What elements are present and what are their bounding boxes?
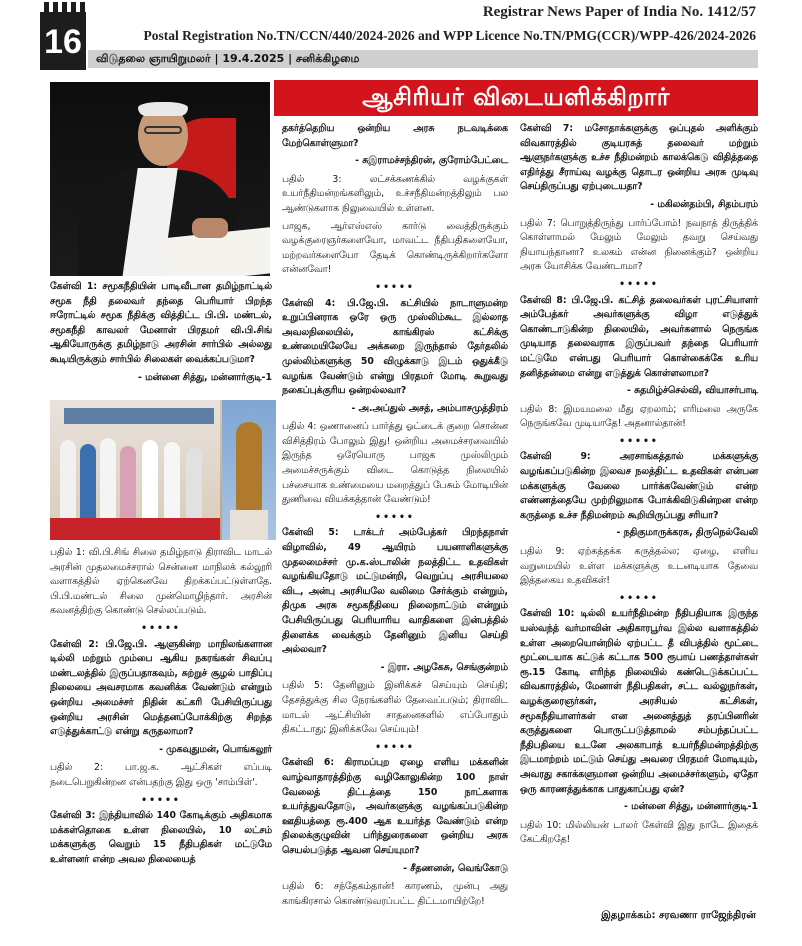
separator: ••••• — [375, 741, 415, 753]
question-2-author: - முகவுதுமன், பொங்கலூர் — [159, 743, 272, 755]
separator: ••••• — [375, 281, 415, 293]
question-8: கேள்வி 8: பி.ஜே.பி. கட்சித் தலைவர்கள் புரட்சியாளர் அம்பேத்கர் அவர்களுக்கு விழா எடுத்துக் கொண்டாடுகின்ற நிலையில், அவர்களால் நெருங்க முடியாத தலைவராக இருப்பவர் தந்தை பெரியார் மட்டுமே என்பது பெரியார் கொள்கைக்கே உரிய தனித்தன்மை என்று எடுத்துக் கொள்ளலாமா? — [520, 294, 758, 379]
question-7: கேள்வி 7: மசோதாக்களுக்கு ஒப்புதல் அளிக்கும் விவகாரத்தில் குடியரசுத் தலைவர் மற்றும் ஆளுநர்களுக்கு உச்ச நீதிமன்றம் காலக்கெடு விதித்ததை எதிர்த்து சீராய்வு வழக்கு தொடர ஒன்றிய அரசு முடிவு செய்திருப்பது ஏற்புடையதா? — [520, 123, 758, 193]
separator: ••••• — [141, 794, 181, 806]
column-1-lower — [50, 546, 272, 870]
question-1-author: - மன்னை சித்து, மன்னார்குடி-1 — [138, 371, 272, 383]
question-10: கேள்வி 10: டில்லி உயர்நீதிமன்ற நீதிபதியாக இருந்த யஸ்வந்த் வர்மாவின் அதிகாரபூர்வ இல்ல வளாகத்தில் உள்ள அறையொன்றில் ஏற்பட்ட தீ விபத்தில் மூட்டை மூட்டையாக கட்டுக் கட்டாக 500 ரூபாய் பணத்தாள்கள் ரூ.15 கோடி எரிந்த நிலையில் கண்டெடுக்கப்பட்ட விவகாரத்தில், மேனாள் நீதிபதிகள், சட்ட வல்லுநர்கள், வழக்குரைஞர்கள், அரசியல் கட்சிகள், சமூகநீதியாளர்கள் என அனைத்துத் தரப்பினரின் கருத்துகளை பொருட்படுத்தாமல் சம்பந்தப்பட்ட நீதிபதியை உடனே அலகாபாத் உயர்நீதிமன்றத்திற்கு இடமாற்றம் மட்டும் செய்து அவரை பிரதமர் மோடியும், அவரது சகாக்களுமான ஒன்றிய அமைச்சர்களும், ஏதோ ஒரு காரணத்துக்காக பாதுகாப்பது ஏன்? — [520, 608, 758, 795]
column-1 — [50, 280, 272, 389]
question-7-author: - மகிலன்தம்பி, சிதம்பரம் — [650, 198, 758, 210]
question-8-author: - சுதமிழ்ச்செல்வி, வியாசர்பாடி — [626, 385, 758, 397]
question-3: கேள்வி 3: இந்தியாவில் 140 கோடிக்கும் அதிகமாக மக்கள்தொகை உள்ள நிலையில், 10 லட்சம் மக்களுக்கு வெறும் 15 நீதிபதிகள் மட்டுமே உள்ளனர் என்ற அவல நிலையைத் — [50, 810, 272, 865]
answer-8: பதில் 8: இமயமலை மீது ஏறலாம்; எரிமலை அருகே நெருங்கவே முடியாதே! அதனால்தான்! — [520, 403, 758, 430]
question-6: கேள்வி 6: கிராமப்புற ஏழை எளிய மக்களின் வாழ்வாதாரத்திற்கு வழிகோலுகின்ற 100 நாள் வேலைத் திட்டத்தை 150 நாட்களாக உயர்த்துவதோடு, அவர்களுக்கு வழங்கப்படுகின்ற ஊதியத்தை ரூ.400 ஆக உயர்த்த வேண்டும் என்ற நிலைக்குழுவின் பரிந்துரைகளை ஒன்றிய அரசு செயல்படுத்த ஆவன செய்யுமா? — [282, 757, 508, 856]
answer-1: பதில் 1: வி.பி.சிங் சிலை தமிழ்நாடு திராவிட மாடல் அரசின் முதலமைச்சரால் சென்னை மாநிலக் கல்லூரி வளாகத்தில் ஏற்கெனவே திறக்கப்பட்டுள்ளதே. பி.பி.மண்டல் சிலை முன்மொழிந்தார். அரசின் கவனத்திற்கு கொண்டு செல்லப்படும். — [50, 547, 272, 617]
event-photo — [50, 400, 276, 540]
answer-4: பதில் 4: ஒணானைப் பார்த்து ஓட்டைக் குறை சொன்ன விசித்திரம் போலும் இது! ஒன்றிய அமைச்சரவையில் இருந்த ஒரேயொரு பாஜக முஸ்லிமும் அமைச்சருக்கும் விடை கொடுத்த நிலையில் பச்சையாக உண்மையை மறைத்துப் பேசும் மோடியின் துணிவை வியக்கத்தான் வேண்டும்! — [282, 421, 508, 506]
question-4-author: - அ.அப்துல் அசத், அம்பாசமுத்திரம் — [351, 402, 508, 414]
column-2 — [282, 122, 508, 912]
postal-registration-line: Postal Registration No.TN/CCN/440/2024-2026 and WPP Licence No.TN/PMG(CCR)/WPP-426/2024-2026 — [143, 28, 756, 43]
editor-credit: இதழாக்கம்: சரவணா ராஜேந்திரன் — [601, 910, 756, 921]
separator: ••••• — [619, 435, 659, 447]
page-headline: ஆசிரியர் விடையளிக்கிறார் — [274, 80, 758, 116]
answer-10: பதில் 10: மில்லியன் டாலர் கேள்வி இது நாடே இதைக் கேட்கிறதே! — [520, 819, 758, 846]
answer-7: பதில் 7: பொறுத்திருந்து பார்ப்போம்! நவநாத் திருத்திக் கொள்ளாமல் மேலும் மேலும் தவறு செய்வது நியாயந்தானா? உலகம் என்ன நினைக்கும்? ஒன்றிய அரசு யோசிக்க வேண்டாமா? — [520, 217, 758, 273]
answer-9: பதில் 9: ஏற்கத்தக்க கருத்தல்ல; ஏழை, எளிய வறுமையில் உள்ள மக்களுக்கு உடனடியாக தேவை இத்தகைய உதவிகள்! — [520, 546, 758, 587]
question-3-continued: தகர்த்தெறிய ஒன்றிய அரசு நடவடிக்கை மேற்கொள்ளுமா? — [282, 123, 508, 149]
separator: ••••• — [619, 278, 659, 290]
author-photo — [50, 82, 270, 276]
question-5: கேள்வி 5: டாக்டர் அம்பேத்கர் பிறந்தநாள் விழாவில், 49 ஆயிரம் பயனாளிகளுக்கு முதலமைச்சர் மு.க.ஸ்டாலின் நலத்திட்ட உதவிகள் வழங்கியதோடு மட்டுமன்றி, வெறுப்பு அரசியலை விட, அன்பு அரசியலே வலிமை சேர்க்கும் என்றும், திமுக அரசு சமூகநீதியை நிலைநாட்டும் என்றும் பேசியிருப்பது பெரியாரிய வாதிகளை இன்பத்தில் திளைக்க வைக்கும் தேனினும் இனிய செய்தி அல்லவா? — [282, 527, 508, 656]
question-9: கேள்வி 9: அரசாங்கத்தால் மக்களுக்கு வழங்கப்படுகின்ற இலவச நலத்திட்ட உதவிகள் என்பன மக்களுக்கு வேலை பார்க்கவேண்டும் என்ற எண்ணத்தையே முற்றிலுமாக போக்கிவிடுகின்றன என்ற கருத்தை உச்ச நீதிமன்றம் கூறியிருப்பது சரியா? — [520, 451, 758, 521]
answer-2: பதில் 2: பா.ஜ.க. ஆட்சிகள் எப்படி நடைபெறுகின்றன என்பதற்கு இது ஒரு 'சாம்பிள்'. — [50, 762, 272, 788]
column-3 — [520, 122, 758, 851]
question-2: கேள்வி 2: பி.ஜே.பி. ஆளுகின்ற மாநிலங்களான டில்லி மற்றும் மும்பை ஆகிய நகரங்கள் சிவப்பு மண்டலத்தில் இருப்பதாகவும், சுற்றுச் சூழல் பாதிப்பு நிலையை அவசரமாக கவனிக்க வேண்டும் என்றும் ஒன்றிய அமைச்சர் நிதின் கட்கரி பேசியிருப்பது ஒன்றிய அரசின் மெத்தனப்போக்கிற்கு சிறந்த எடுத்துக்காட்டு என்று கருதலாமா? — [50, 638, 272, 738]
answer-5: பதில் 5: தேனினும் இனிக்கச் செய்யும் செய்தி; தேசத்துக்கு சில நேரங்களில் தேவைப்படும்; திராவிட மாடல் ஆட்சியின் சாதனைகளில் எப்போதும் திகட்டாது; இனிக்கவே செய்யும்! — [282, 680, 508, 736]
separator: ••••• — [141, 622, 181, 634]
question-6-author: - சீதணனன், வெங்கோடு — [403, 862, 508, 874]
question-1: கேள்வி 1: சமூகநீதியின் பாடிவீடான தமிழ்நாட்டில் சமூக நீதி தலைவர் தந்தை பெரியார் பிறந்த ஈரோட்டில் சமூக நீதிக்கு வித்திட்ட பி.பி. மண்டல், சமூகநீதி காவலர் மேனாள் பிரதமர் வி.பி.சிங் ஆகியோருக்கு தமிழ்நாடு அரசின் சார்பில் அல்லது கூடியிருக்கும் சார்பில் சிலைகள் வைக்கப்படுமா? — [50, 281, 272, 365]
question-9-author: - நதிகுமாருக்கரசு, திருநெல்வேலி — [616, 527, 758, 539]
dateline: விடுதலை ஞாயிறுமலர் | 19.4.2025 | சனிக்கிழமை — [88, 50, 758, 68]
page-number — [40, 2, 86, 70]
separator: ••••• — [619, 592, 659, 604]
question-3-author: - சுஇராமச்சந்திரன், குரோம்பேட்டை — [355, 155, 508, 167]
separator: ••••• — [375, 511, 415, 523]
question-5-author: - இரா. அழகேசு, செங்குன்றம் — [380, 661, 508, 673]
page-number-text: 16 — [44, 22, 82, 61]
answer-3-continued: பாஜக, ஆர்எஸ்எஸ் கார்டு வைத்திருக்கும் வழக்குரைஞர்களையோ, மாவட்ட நீதிபதிகளையோ, மற்றவர்களையோ தேடிக் கொண்டிருக்கிறார்களோ என்னவோ! — [282, 220, 508, 276]
question-10-author: - மன்னை சித்து, மன்னார்குடி-1 — [624, 801, 758, 813]
registrar-line: Registrar News Paper of India No. 1412/57 — [482, 4, 756, 20]
answer-6: பதில் 6: சந்தேகம்தான்! காரணம், முன்பு அது காங்கிரசால் கொண்டுவரப்பட்ட திட்டமாயிற்றே! — [282, 881, 508, 907]
question-4: கேள்வி 4: பி.ஜே.பி. கட்சியில் நாடாளுமன்ற உறுப்பினராக ஒரே ஒரு முஸ்லிம்கூட இல்லாத அவலநிலையில், காங்கிரஸ் கட்சிக்கு உண்மையிலேயே அக்கறை இருந்தால் தேர்தலில் முஸ்லிம்களுக்கு 50 விழுக்காடு இடம் ஒதுக்கீடு வழங்க வேண்டும் என்று பிரதமர் மோடி கூறுவது நகைப்புக்குரிய ஒன்றல்லவா? — [282, 297, 508, 397]
answer-3: பதில் 3: லட்சக்கணக்கில் வழக்குகள் உயர்நீதிமன்றங்களிலும், உச்சநீதிமன்றத்திலும் பல ஆண்டுகளாக நிலுவையில் உள்ளன. — [282, 173, 508, 214]
